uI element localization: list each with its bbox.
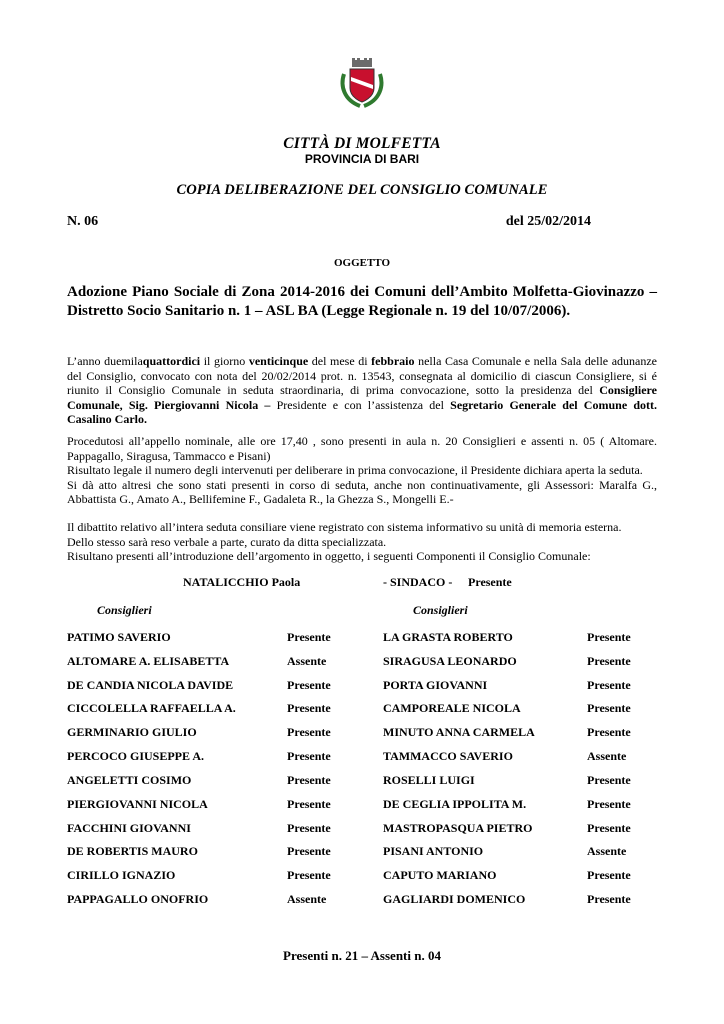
councillor-name: SIRAGUSA LEONARDO [383, 654, 517, 668]
attendance-status: Assente [587, 844, 627, 858]
attendance-status: Presente [587, 630, 631, 644]
attendance-status: Presente [287, 821, 331, 835]
councillor-name: GAGLIARDI DOMENICO [383, 892, 526, 906]
session-month: febbraio [371, 354, 415, 368]
attendance-status: Presente [287, 701, 331, 715]
mayor-name: NATALICCHIO Paola [183, 575, 301, 589]
roll-call-paragraph [67, 434, 657, 507]
councillor-name: ROSELLI LUIGI [383, 773, 475, 787]
councillor-name: MASTROPASQUA PIETRO [383, 821, 533, 835]
recording-paragraph [67, 520, 657, 564]
councillor-name: ALTOMARE A. ELISABETTA [67, 654, 230, 668]
session-text-e: del mese di [308, 354, 372, 368]
attendance-status: Presente [287, 797, 331, 811]
councillor-name: DE ROBERTIS MAURO [67, 844, 198, 858]
table-row [0, 773, 724, 793]
councillor-name: PAPPAGALLO ONOFRIO [67, 892, 209, 906]
province-name: PROVINCIA DI BARI [304, 152, 420, 166]
right-column-heading: Consiglieri [413, 603, 468, 617]
councillor-name: GERMINARIO GIULIO [67, 725, 197, 739]
attendance-status: Presente [287, 773, 331, 787]
councillor-name: PIERGIOVANNI NICOLA [67, 797, 208, 811]
attendance-status: Presente [587, 678, 631, 692]
attendance-status: Presente [587, 797, 631, 811]
councillor-name: ANGELETTI COSIMO [67, 773, 192, 787]
table-row [0, 797, 724, 817]
subject-label: OGGETTO [333, 257, 391, 269]
table-row [0, 630, 724, 650]
assessors-line: Si dà atto altresi che sono stati presenti in corso di seduta, anche non continuativamente, gli Assessori: Maralfa G., Abbattista G., Amato A., Bellifemine F., Gadaleta R., la Ghezza S., Mongelli E.- [67, 477, 657, 507]
councillor-name: MINUTO ANNA CARMELA [383, 725, 535, 739]
councillor-name: PORTA GIOVANNI [383, 678, 488, 692]
recording-line: Il dibattito relativo all’intera seduta consiliare viene registrato con sistema informativo su unità di memoria esterna. [67, 520, 622, 534]
table-row [0, 749, 724, 769]
session-president: Consigliere Comunale, Sig. Piergiovanni Nicola – [67, 383, 657, 412]
attendance-status: Presente [587, 701, 631, 715]
session-secretary: Segretario Generale del Comune dott. Casalino Carlo. [67, 397, 657, 427]
session-day: venticinque [248, 354, 309, 368]
attendance-status: Assente [587, 749, 627, 763]
councillor-name: PATIMO SAVERIO [67, 630, 171, 644]
table-row [0, 868, 724, 888]
left-column-heading: Consiglieri [97, 603, 152, 617]
session-text-a: L’anno duemila [67, 354, 143, 368]
roll-call-line: Procedutosi all’appello nominale, alle ore 17,40 , sono presenti in aula n. 20 Consiglieri e assenti n. 05 ( Altomare. Pappagallo, Siragusa, Tammacco e Pisani) [67, 434, 657, 463]
attendance-status: Presente [287, 868, 331, 882]
present-members-line: Risultano presenti all’introduzione dell’argomento in oggetto, i seguenti Componenti il Consiglio Comunale: [67, 549, 591, 564]
mayor-status: Presente [468, 575, 512, 589]
deliberation-date: del 25/02/2014 [505, 214, 591, 229]
attendance-status: Presente [587, 773, 631, 787]
attendance-status: Assente [287, 654, 327, 668]
attendance-status: Presente [587, 654, 631, 668]
table-row [0, 654, 724, 674]
attendance-status: Presente [587, 821, 631, 835]
session-text-g: nella Casa Comunale e nella Sala delle adunanze del Consiglio, convocato con nota del 20/02/2014 prot. n. 13543, consegnata al domicilio di ciascun Consigliere, si é riunito il Consiglio Comunale in seduta straordinaria, di prima convocazione, sotto la presidenza del [67, 354, 657, 398]
table-row [0, 701, 724, 721]
session-text-c: il giorno [200, 354, 249, 368]
attendance-totals: Presenti n. 21 – Assenti n. 04 [283, 948, 441, 963]
councillor-name: TAMMACCO SAVERIO [383, 749, 513, 763]
councillor-name: DE CEGLIA IPPOLITA M. [383, 797, 527, 811]
mayor-role: - SINDACO - [383, 575, 453, 589]
session-paragraph [67, 354, 657, 427]
table-row [0, 821, 724, 841]
subject-text: Adozione Piano Sociale di Zona 2014-2016 dei Comuni dell’Ambito Molfetta-Giovinazzo – Distretto Socio Sanitario n. 1 – ASL BA (Legge Regionale n. 19 del 10/07/2006). [67, 284, 657, 319]
minutes-line: Dello stesso sarà reso verbale a parte, curato da ditta specializzata. [67, 534, 387, 549]
councillor-name: LA GRASTA ROBERTO [383, 630, 513, 644]
councillor-name: CAMPOREALE NICOLA [383, 701, 521, 715]
molfetta-coat-of-arms-icon [338, 58, 386, 110]
table-row [0, 725, 724, 745]
city-name: CITTÀ DI MOLFETTA [283, 135, 441, 152]
councillor-name: PISANI ANTONIO [383, 844, 484, 858]
councillor-name: PERCOCO GIUSEPPE A. [67, 749, 205, 763]
session-text-i: Presidente e con l’assistenza del [270, 397, 451, 412]
councillor-name: CIRILLO IGNAZIO [67, 868, 176, 882]
session-year: quattordici [142, 354, 201, 368]
attendance-status: Presente [587, 868, 631, 882]
attendance-status: Assente [287, 892, 327, 906]
councillor-name: CAPUTO MARIANO [383, 868, 497, 882]
attendance-status: Presente [287, 725, 331, 739]
attendance-status: Presente [287, 844, 331, 858]
attendance-status: Presente [587, 725, 631, 739]
councillor-name: CICCOLELLA RAFFAELLA A. [67, 701, 236, 715]
table-row [0, 844, 724, 864]
quorum-line: Risultato legale il numero degli intervenuti per deliberare in prima convocazione, il Presidente dichiara aperta la seduta. [67, 463, 643, 478]
councillor-name: DE CANDIA NICOLA DAVIDE [67, 678, 234, 692]
councillor-name: FACCHINI GIOVANNI [67, 821, 191, 835]
attendance-status: Presente [587, 892, 631, 906]
deliberation-number: N. 06 [67, 214, 99, 229]
document-type: COPIA DELIBERAZIONE DEL CONSIGLIO COMUNALE [176, 182, 548, 198]
table-row [0, 892, 724, 912]
attendance-status: Presente [287, 630, 331, 644]
table-row [0, 678, 724, 698]
attendance-status: Presente [287, 678, 331, 692]
attendance-status: Presente [287, 749, 331, 763]
